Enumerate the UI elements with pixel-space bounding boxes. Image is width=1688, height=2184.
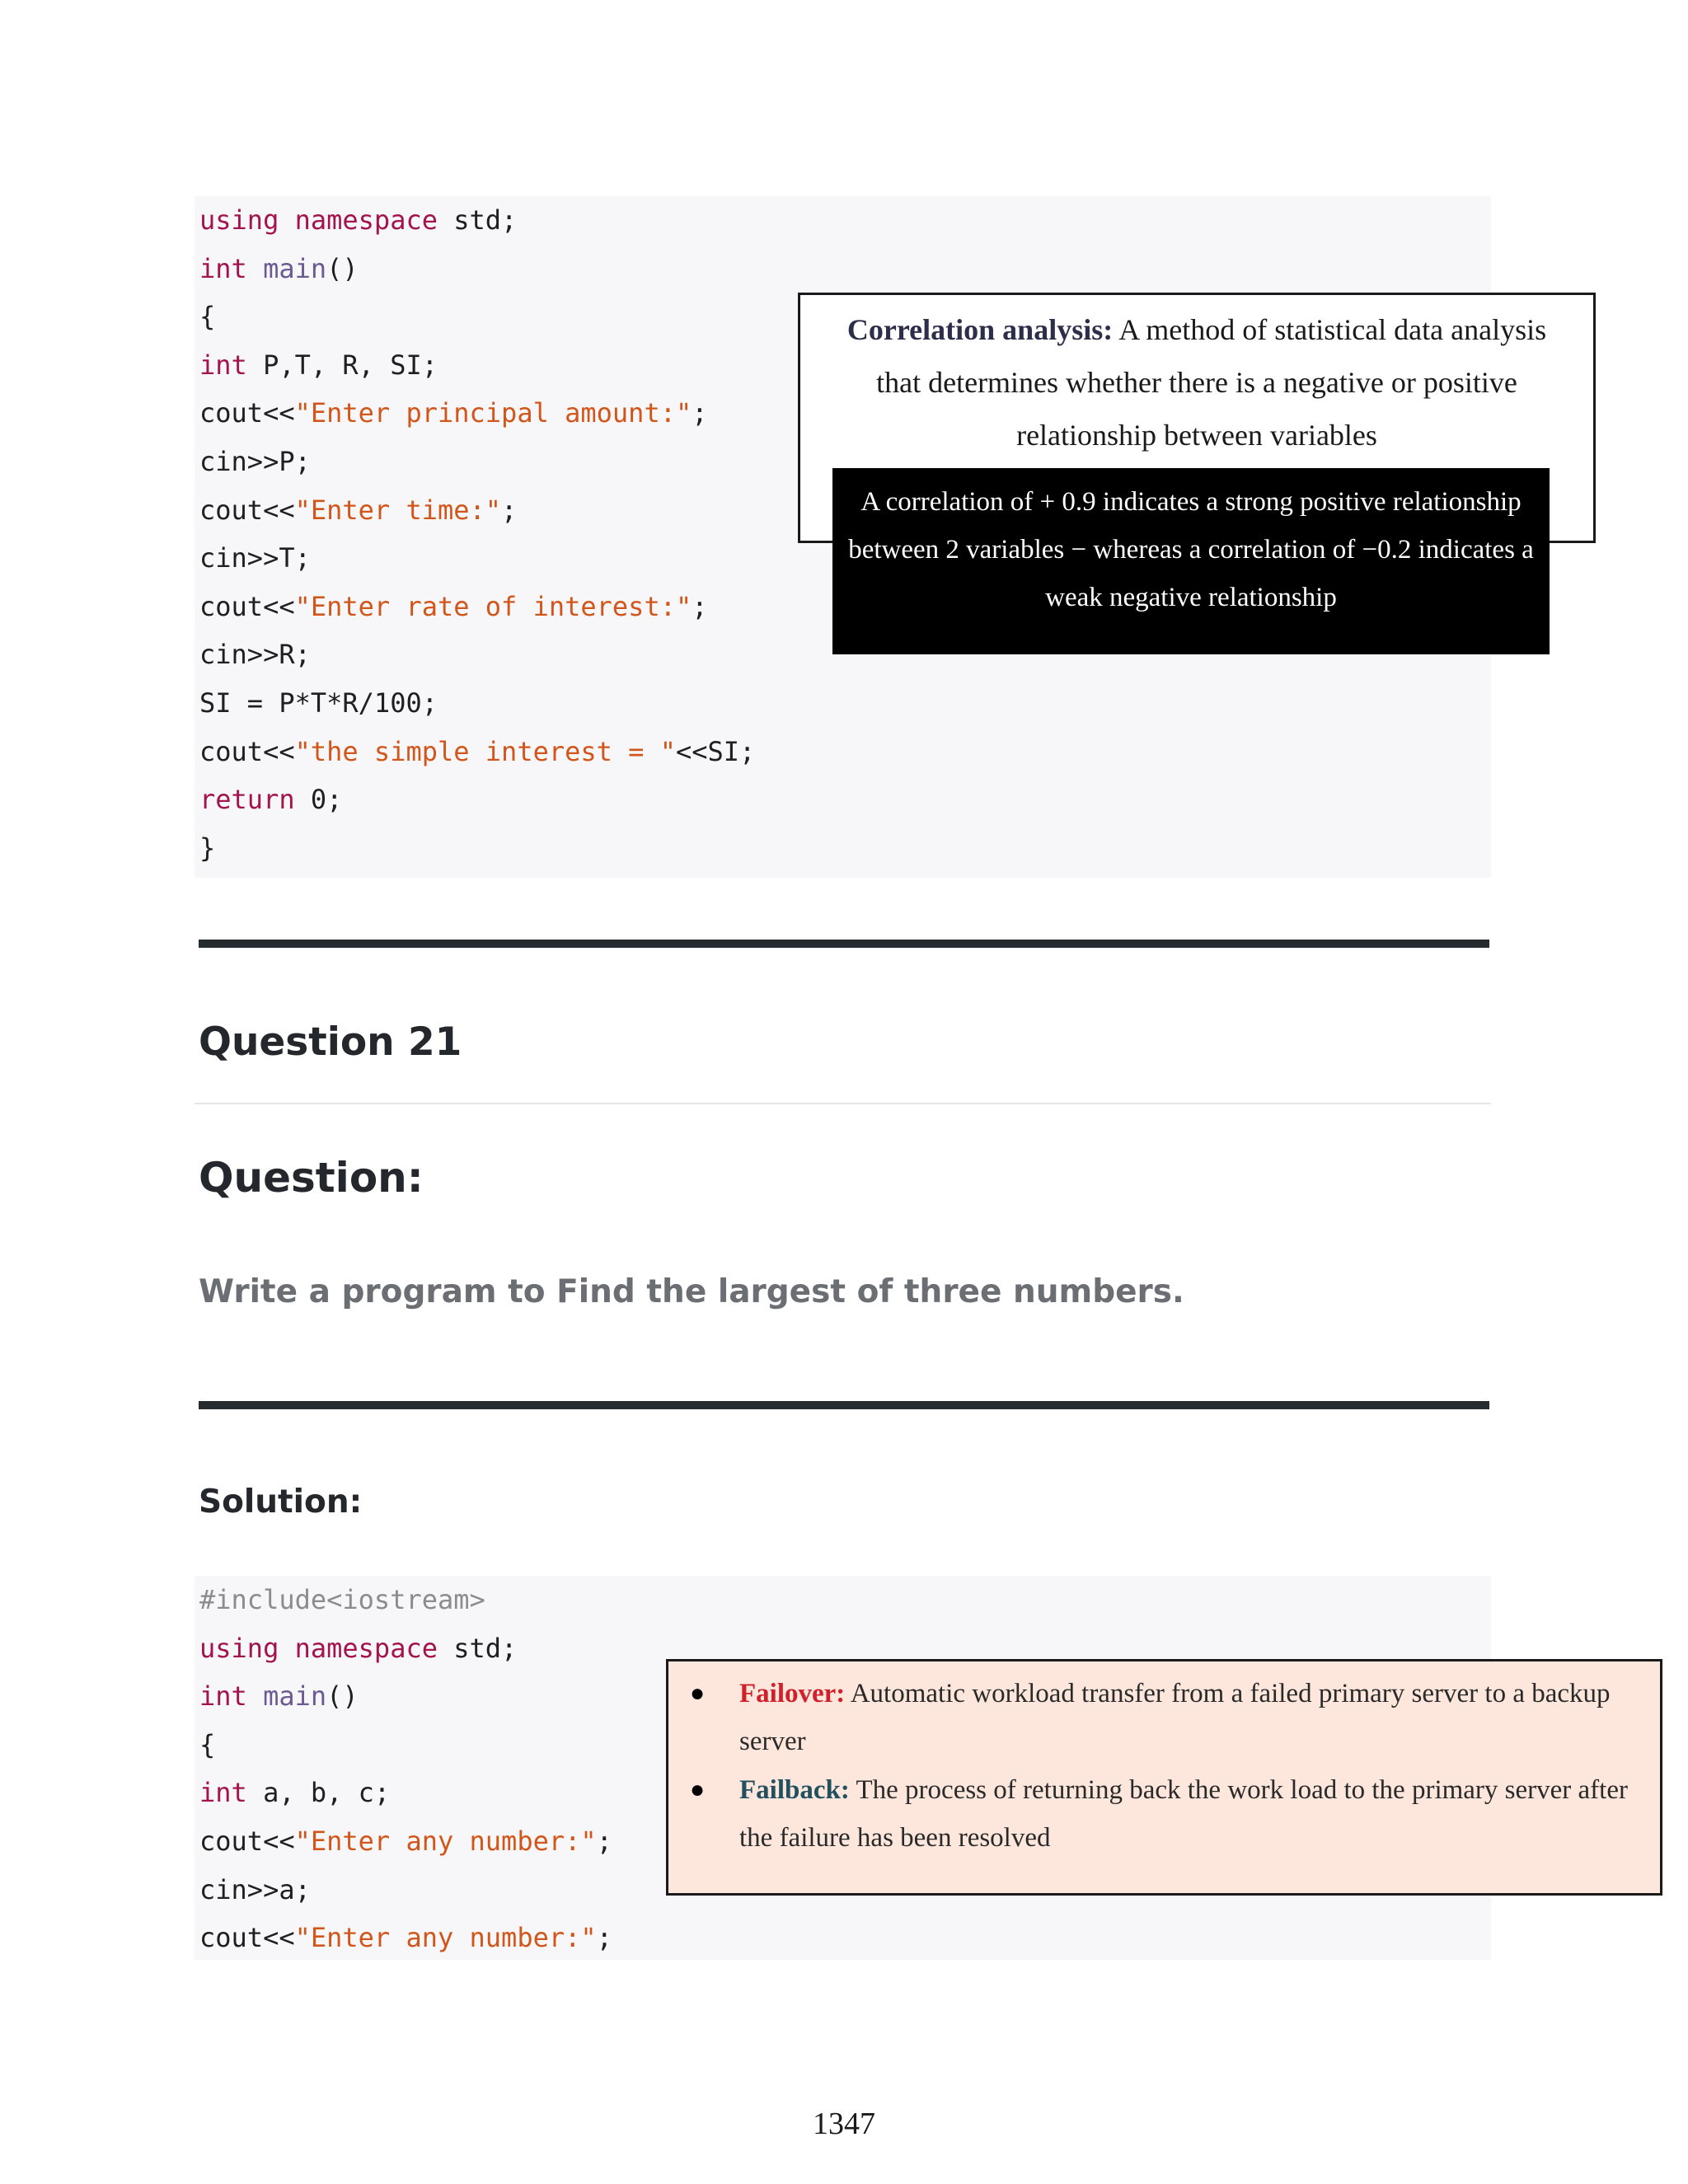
code-token: <<SI; [675,735,756,767]
bullet-icon: ● [690,1680,706,1707]
code-token: using [199,204,295,236]
code-token: "Enter any number:" [294,1825,597,1857]
list-item [690,1670,1643,1765]
solution-label-heading: Solution: [199,1483,363,1521]
code-token: cout<< [199,397,295,429]
code-token: cout<< [199,590,295,622]
code-line [199,735,755,768]
code-token: P,T, R, SI; [263,349,438,381]
code-token: std; [453,1632,518,1664]
code-line [199,1728,215,1761]
code-token: main [263,252,327,284]
code-token: "Enter rate of interest:" [294,590,692,622]
code-token: cout<< [199,1922,295,1954]
question-number-heading: Question 21 [199,1019,462,1065]
bullet-icon: ● [690,1776,706,1803]
code-token: ; [596,1922,612,1954]
code-token: main [263,1680,327,1713]
code-token: ; [692,590,708,622]
code-line [199,638,311,671]
callout-term: Correlation analysis: [846,313,1114,346]
code-token: return [199,784,311,816]
list-item [690,1766,1643,1862]
code-token: a, b, c; [263,1777,391,1809]
code-token: cout<< [199,735,295,767]
code-token: cin>>P; [199,446,311,477]
callout-correlation-example [832,468,1550,654]
code-token: int [199,1777,264,1809]
code-token: "Enter principal amount:" [294,397,692,429]
code-token: ; [692,397,708,429]
question-text: Write a program to Find the largest of three numbers. [199,1273,1184,1310]
code-token: { [199,301,216,333]
code-line [199,1825,612,1858]
code-line [199,687,438,719]
code-token: SI = P*T*R/100; [199,687,438,719]
failover-term: Failover: [739,1679,846,1708]
callout-definition: A method of statistical data analysis that determines whether there is a negative or positive relationship between variables [876,313,1547,452]
code-token: { [199,1728,216,1760]
question-label-heading: Question: [199,1154,424,1202]
code-token: cout<< [199,494,295,526]
code-line [199,1776,390,1809]
code-token: ; [596,1825,612,1857]
code-token: "Enter any number:" [294,1922,597,1954]
failback-text: The process of returning back the work load to the primary server after the failure has been resolved [739,1775,1628,1853]
code-token: namespace [294,1632,454,1664]
code-token: "Enter time:" [294,494,502,526]
code-token: () [326,252,359,284]
code-token: cin>>R; [199,639,311,671]
code-line [199,204,517,237]
code-token: #include<iostream> [199,1584,485,1615]
callout-failover-failback [666,1659,1662,1896]
code-line [199,445,311,478]
code-line [199,1680,359,1713]
code-line [199,1873,311,1906]
code-line [199,1583,485,1616]
code-token: int [199,1680,264,1713]
failover-text: Automatic workload transfer from a failed primary server to a backup server [739,1679,1611,1756]
code-line [199,541,311,574]
code-line [199,300,215,333]
code-token: std; [453,204,518,236]
code-token: } [199,832,216,864]
code-token: "the simple interest = " [294,735,676,767]
section-divider [199,1401,1489,1409]
page-number: 1347 [813,2107,875,2141]
code-token: int [199,252,264,284]
code-token: int [199,349,264,381]
code-token: using [199,1632,295,1664]
failback-term: Failback: [739,1775,850,1805]
code-token: cout<< [199,1825,295,1857]
code-line [199,783,342,816]
code-token: ; [501,494,518,526]
code-line [199,590,708,623]
code-line [199,1632,517,1665]
code-line [199,396,708,429]
code-line [199,1921,612,1954]
code-token: cin>>T; [199,542,311,574]
code-token: namespace [294,204,454,236]
code-token: cin>>a; [199,1873,311,1905]
code-line [199,494,517,527]
code-line [199,252,359,285]
code-line [199,349,438,382]
section-divider [199,940,1489,948]
code-token: () [326,1680,359,1713]
heading-underline [195,1103,1491,1104]
code-token: 0; [310,784,343,816]
code-line [199,832,215,865]
callout-example-text: A correlation of + 0.9 indicates a strong positive relationship between 2 variables − whereas a correlation of −0.2 indicates a weak negative relationship [848,487,1534,612]
